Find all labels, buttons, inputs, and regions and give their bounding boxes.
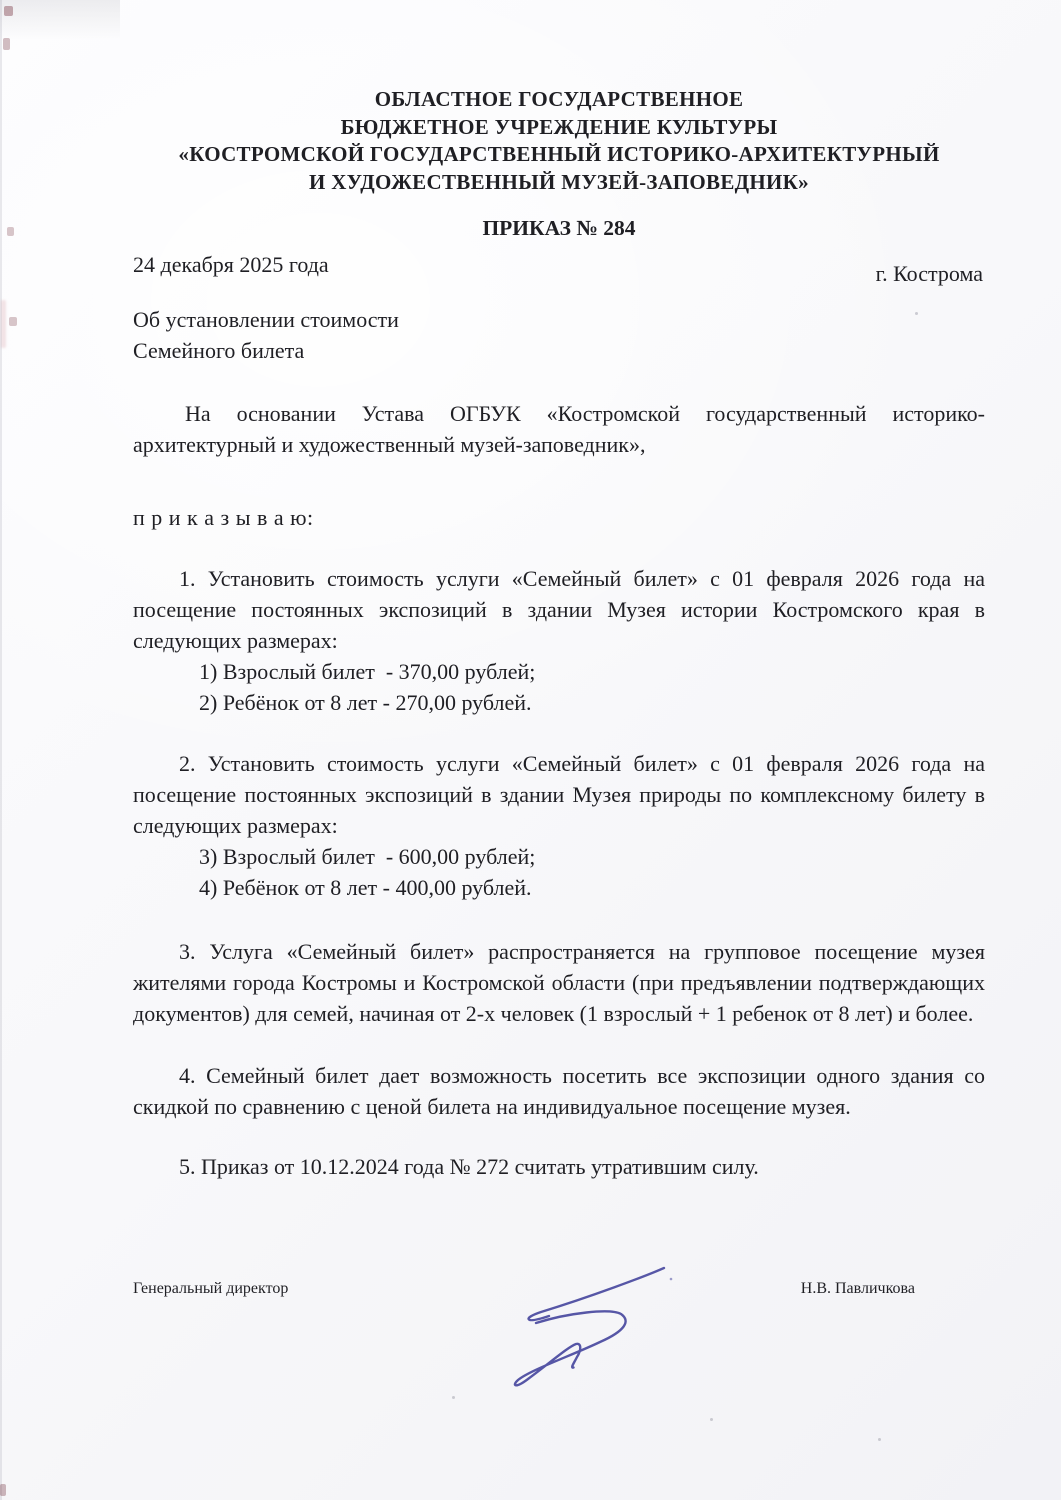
org-name-line: И ХУДОЖЕСТВЕННЫЙ МУЗЕЙ-ЗАПОВЕДНИК» — [309, 169, 809, 194]
order-item-text: 4. Семейный билет дает возможность посетить все экспозиции одного здания со скидкой по сравнению с ценой билета на индивидуальное посещение музея. — [133, 1063, 985, 1119]
subject-line: Об установлении стоимости — [133, 307, 399, 332]
order-subject — [133, 304, 985, 366]
order-subitem: 4) Ребёнок от 8 лет - 400,00 рублей. — [199, 875, 532, 900]
org-name-line: БЮДЖЕТНОЕ УЧРЕЖДЕНИЕ КУЛЬТУРЫ — [340, 114, 778, 139]
order-subitem: 2) Ребёнок от 8 лет - 270,00 рублей. — [199, 690, 532, 715]
scan-artifact — [7, 227, 14, 236]
order-item-text: 1. Установить стоимость услуги «Семейный билет» с 01 февраля 2026 года на посещение постоянных экспозиций в здании Музея истории Костромского края в следующих размерах: — [133, 566, 985, 653]
order-subitem: 3) Взрослый билет - 600,00 рублей; — [199, 844, 536, 869]
order-title: ПРИКАЗ № 284 — [482, 216, 636, 240]
scan-artifact — [4, 6, 13, 16]
scan-edge-line — [0, 0, 2, 1500]
order-item-5 — [133, 1151, 985, 1182]
order-item-text: 2. Установить стоимость услуги «Семейный билет» с 01 февраля 2026 года на посещение постоянных экспозиций в здании Музея природы по комплексному билету в следующих размерах: — [133, 751, 985, 838]
scan-artifact — [9, 317, 17, 326]
order-city: г. Кострома — [875, 261, 983, 286]
order-date: 24 декабря 2025 года — [133, 252, 329, 277]
date-city-row — [133, 249, 985, 286]
handwritten-signature-ink — [478, 1252, 698, 1442]
org-name-line: ОБЛАСТНОЕ ГОСУДАРСТВЕННОЕ — [374, 87, 744, 111]
order-item-text: 5. Приказ от 10.12.2024 года № 272 считать утратившим силу. — [179, 1154, 759, 1179]
preamble: На основании Устава ОГБУК «Костромской государственный историко-архитектурный и художественный музей-заповедник», — [133, 401, 985, 457]
scan-artifact — [3, 38, 10, 50]
subject-line: Семейного билета — [133, 338, 305, 363]
organization-name — [133, 86, 985, 196]
scan-speck — [710, 1418, 713, 1421]
order-subitem: 1) Взрослый билет - 370,00 рублей; — [199, 659, 536, 684]
org-name-line: «КОСТРОМСКОЙ ГОСУДАРСТВЕННЫЙ ИСТОРИКО-АРХИТЕКТУРНЫЙ — [178, 142, 940, 166]
decree-word: п р и к а з ы в а ю: — [133, 505, 314, 530]
scan-speck — [452, 1396, 455, 1399]
order-item-2 — [133, 748, 985, 903]
scan-speck — [878, 1438, 881, 1441]
scan-artifact — [1, 300, 6, 348]
signature-position: Генеральный директор — [133, 1280, 289, 1297]
order-item-text: 3. Услуга «Семейный билет» распространяется на групповое посещение музея жителями города Костромы и Костромской области (при предъявлении подтверждающих документов) для семей, начиная от 2-х человек (1 взрослый + 1 ребенок от 8 лет) и более. — [133, 939, 985, 1026]
order-item-3 — [133, 936, 985, 1029]
order-item-4 — [133, 1060, 985, 1122]
scan-corner-shade — [0, 0, 120, 40]
order-item-1 — [133, 563, 985, 718]
document-content — [133, 86, 985, 1182]
scan-artifact — [0, 1484, 6, 1496]
signature-name: Н.В. Павличкова — [800, 1280, 915, 1297]
